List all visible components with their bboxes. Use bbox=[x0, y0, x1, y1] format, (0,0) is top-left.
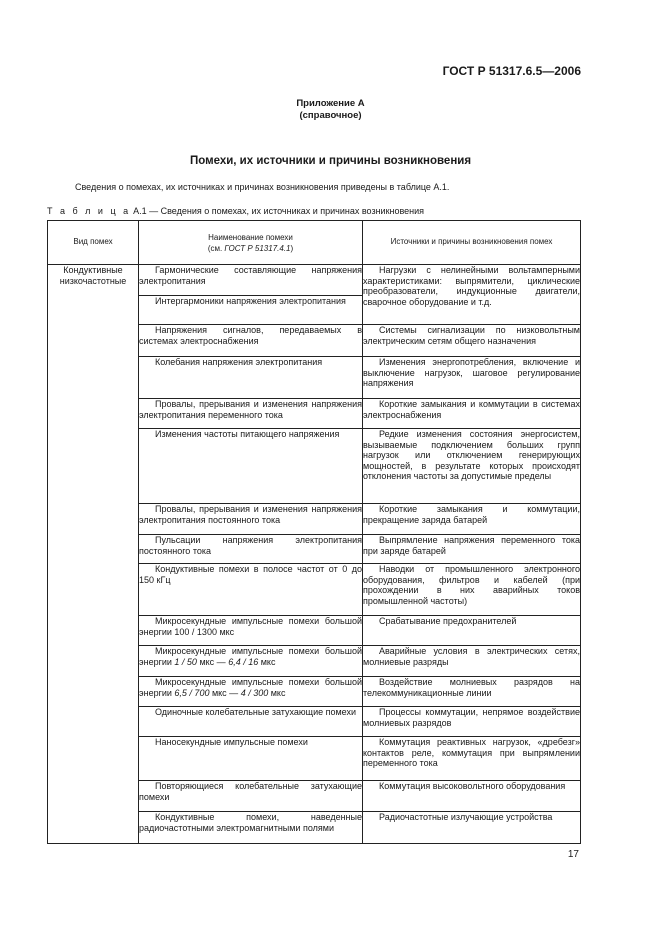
interference-source: Короткие замыкания и коммутации в системах электроснабжения bbox=[363, 399, 581, 429]
interference-source: Коммутация реактивных нагрузок, «дребезг» контактов реле, коммутация при выпрямлении переменного тока bbox=[363, 737, 581, 781]
header-type: Вид помех bbox=[48, 221, 139, 265]
section-title: Помехи, их источники и причины возникновения bbox=[189, 155, 472, 167]
interference-source: Системы сигнализации по низковольтным электрическим сетям общего назначения bbox=[363, 325, 581, 357]
interference-source: Срабатывание предохранителей bbox=[363, 616, 581, 646]
interference-source: Нагрузки с нелинейными вольтамперными характеристиками: выпрямители, циклические преобразователи, индукционные двигатели, сварочное оборудование и т.д. bbox=[363, 265, 581, 325]
category-line2: низкочастотные bbox=[59, 276, 127, 286]
table-row bbox=[48, 265, 581, 296]
interference-name: Провалы, прерывания и изменения напряжения электропитания переменного тока bbox=[139, 399, 363, 429]
table-caption bbox=[47, 206, 424, 216]
interference-name: Напряжения сигналов, передаваемых в системах электроснабжения bbox=[139, 325, 363, 357]
interference-source: Коммутация высоковольтного оборудования bbox=[363, 781, 581, 812]
interference-name: Провалы, прерывания и изменения напряжения электропитания постоянного тока bbox=[139, 504, 363, 535]
interference-name: Микросекундные импульсные помехи большой энергии 1 / 50 мкс — 6,4 / 16 мкс bbox=[139, 646, 363, 677]
interference-table bbox=[47, 220, 581, 844]
header-sources: Источники и причины возникновения помех bbox=[363, 221, 581, 265]
interference-source: Аварийные условия в электрических сетях, молниевые разряды bbox=[363, 646, 581, 677]
document-code: ГОСТ Р 51317.6.5—2006 bbox=[442, 64, 581, 78]
interference-name: Пульсации напряжения электропитания постоянного тока bbox=[139, 535, 363, 564]
interference-name: Изменения частоты питающего напряжения bbox=[139, 429, 363, 504]
interference-name: Кондуктивные помехи в полосе частот от 0 до 150 кГц bbox=[139, 564, 363, 616]
table-caption-prefix: Т а б л и ц а bbox=[47, 206, 131, 216]
interference-name: Микросекундные импульсные помехи большой энергии 6,5 / 700 мкс — 4 / 300 мкс bbox=[139, 677, 363, 707]
interference-source: Редкие изменения состояния энергосистем, вызываемые подключением больших групп нагрузок или отключением генерирующих мощностей, в результате которых происходят отклонения частоты за допустимые пределы bbox=[363, 429, 581, 504]
interference-name: Повторяющиеся колебательные затухающие помехи bbox=[139, 781, 363, 812]
annex-subtitle: (справочное) bbox=[299, 110, 362, 121]
intro-paragraph: Сведения о помехах, их источниках и причинах возникновения приведены в таблице А.1. bbox=[75, 182, 450, 192]
interference-name: Интергармоники напряжения электропитания bbox=[139, 296, 363, 325]
header-name-line1: Наименование помехи bbox=[208, 232, 293, 242]
page-number: 17 bbox=[567, 849, 579, 860]
interference-name: Кондуктивные помехи, наведенные радиочастотными электромагнитными полями bbox=[139, 812, 363, 844]
interference-name: Наносекундные импульсные помехи bbox=[139, 737, 363, 781]
interference-name: Гармонические составляющие напряжения электропитания bbox=[139, 265, 363, 296]
interference-source: Короткие замыкания и коммутации, прекращение заряда батарей bbox=[363, 504, 581, 535]
header-name-ref-open: (см. bbox=[207, 243, 225, 253]
category-line1: Кондуктивные bbox=[63, 265, 123, 275]
annex-title: Приложение А bbox=[296, 98, 365, 109]
header-name-ref: ГОСТ Р 51317.4.1 bbox=[224, 243, 291, 253]
table-caption-text: А.1 — Сведения о помехах, их источниках и причинах возникновения bbox=[130, 206, 425, 216]
interference-name: Микросекундные импульсные помехи большой энергии 100 / 1300 мкс bbox=[139, 616, 363, 646]
header-name bbox=[139, 221, 363, 265]
interference-source: Выпрямление напряжения переменного тока при заряде батарей bbox=[363, 535, 581, 564]
table-header-row bbox=[48, 221, 581, 265]
interference-source: Изменения энергопотребления, включение и выключение нагрузок, шаговое регулирование напряжения bbox=[363, 357, 581, 399]
category-cell bbox=[48, 265, 139, 844]
interference-source: Процессы коммутации, непрямое воздействие молниевых разрядов bbox=[363, 707, 581, 737]
interference-source: Наводки от промышленного электронного оборудования, фильтров и кабелей (при прохождении в них аварийных токов промышленной частоты) bbox=[363, 564, 581, 616]
header-name-ref-close: ) bbox=[290, 243, 294, 253]
interference-name: Колебания напряжения электропитания bbox=[139, 357, 363, 399]
interference-name: Одиночные колебательные затухающие помехи bbox=[139, 707, 363, 737]
interference-source: Радиочастотные излучающие устройства bbox=[363, 812, 581, 844]
interference-source: Воздействие молниевых разрядов на телекоммуникационные линии bbox=[363, 677, 581, 707]
